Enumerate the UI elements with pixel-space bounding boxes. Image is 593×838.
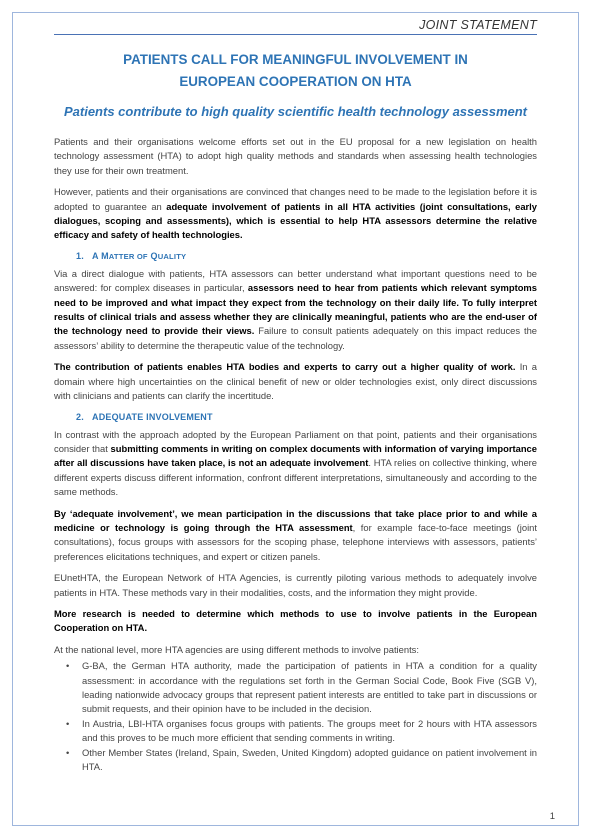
section-number: 1. [76, 250, 84, 261]
paragraph-changes-bold: adequate involvement of patients in all HTA activities (joint consultations, early dialogues, scoping and assessments), which is essential to help HTA assessors determine the relative efficacy and safety of health technologies. [54, 200, 538, 241]
bullet-icon: • [66, 746, 70, 758]
page-number: 1 [549, 811, 555, 822]
header-label: JOINT STATEMENT [419, 18, 537, 32]
paragraph-contribution [54, 360, 537, 403]
paragraph-contribution-bold: The contribution of patients enables HTA bodies and experts to carry out a higher quality of work. [54, 361, 516, 373]
paragraph-dialogue-bold: assessors need to hear from patients which relevant symptoms need to be improved and what impact they expect from the technology on their daily life. To fully interpret results of clinical trials and assess whether they are clinically meaningful, patients who are the end-user of the technology need to provide their views. [54, 282, 537, 337]
page-title [54, 49, 537, 93]
page-subtitle: Patients contribute to high quality scientific health technology assessment [63, 104, 528, 119]
paragraph-definition [54, 507, 537, 565]
paragraph-intro: Patients and their organisations welcome efforts set out in the EU proposal for a new legislation on health technology assessment (HTA) to adopt high quality methods and standards when assessing health technologies they use for their own treatment. [54, 136, 537, 176]
list-item [54, 659, 537, 717]
section-title: ADEQUATE INVOLVEMENT [92, 411, 213, 422]
paragraph-definition-text: , for example face-to-face meetings (joint consultations), focus groups with assessors for the scoping phase, telephone interviews with assessors, patients’ preferences elicitations techniques, and expert or citizen panels. [54, 521, 537, 562]
bullet-icon: • [66, 717, 70, 729]
paragraph-contrast-bold: submitting comments in writing on complex documents with information of varying importance after all discussions have taken place, is not an adequate involvement [54, 442, 537, 469]
paragraph-national: At the national level, more HTA agencies are using different methods to involve patients: [54, 643, 419, 655]
national-methods-list [54, 659, 537, 774]
bullet-icon: • [66, 660, 70, 672]
list-item-text: Other Member States (Ireland, Spain, Sweden, United Kingdom) adopted guidance on patient involvement in HTA. [82, 746, 537, 773]
paragraph-contrast-text-a: In contrast with the approach adopted by the European Parliament on that point, patients and their organisations consider that [54, 428, 537, 454]
list-item [54, 717, 537, 746]
section-title: A MATTER OF QUALITY [92, 250, 187, 261]
paragraph-dialogue [54, 267, 537, 353]
list-item-text: In Austria, LBI-HTA organises focus groups with patients. The groups meet for 2 hours with HTA assessors and this proves to be much more efficient that sending comments in writing. [82, 717, 537, 744]
title-line-1: PATIENTS CALL FOR MEANINGFUL INVOLVEMENT IN [123, 52, 468, 67]
page-content [54, 18, 537, 774]
paragraph-definition-bold: By ‘adequate involvement’, we mean participation in the discussions that take place prior to and while a medicine or technology is going through the HTA assessment [54, 507, 537, 533]
paragraph-changes [54, 185, 537, 243]
paragraph-contrast [54, 428, 537, 500]
section-heading-involvement [54, 412, 537, 422]
paragraph-contribution-text: In a domain where high uncertainties on the clinical benefit of new or older technologies exist, only direct discussions with clinicians and patients can clarify the incertitude. [54, 361, 537, 402]
section-number: 2. [76, 411, 84, 422]
paragraph-contrast-text-c: . HTA relies on collective thinking, where different experts discuss different information, confront different interpretations, simultaneously and according to the same methods. [54, 457, 538, 498]
section-heading-quality [54, 251, 537, 261]
paragraph-research: More research is needed to determine which methods to use to involve patients in the European Cooperation on HTA. [54, 607, 537, 634]
list-item [54, 746, 537, 775]
paragraph-dialogue-text-a: Via a direct dialogue with patients, HTA assessors can better understand what important questions need to be answered: for complex diseases in particular, [54, 267, 537, 294]
list-item-text: G-BA, the German HTA authority, made the participation of patients in HTA a condition for a quality assessment: in accordance with the regulations set forth in the German Social Code, Book Five (SGB V), leading nationwide advocacy groups that represent patient interests are entitled to take part in discussions or submit requests, and their opinion have to be included in the decision. [82, 660, 537, 715]
paragraph-changes-text: However, patients and their organisations are convinced that changes need to be made to the legislation before it is adopted to guarantee an [54, 186, 537, 212]
joint-statement-header [54, 18, 537, 35]
paragraph-eunethta: EUnetHTA, the European Network of HTA Agencies, is currently piloting various methods to adequately involve patients in HTA. These methods vary in their modalities, costs, and the information they might provide. [54, 572, 537, 598]
paragraph-dialogue-text-c: Failure to consult patients adequately on this impact reduces the assessors’ ability to determine the therapeutic value of the technology. [54, 325, 537, 351]
title-line-2: EUROPEAN COOPERATION ON HTA [179, 74, 412, 89]
